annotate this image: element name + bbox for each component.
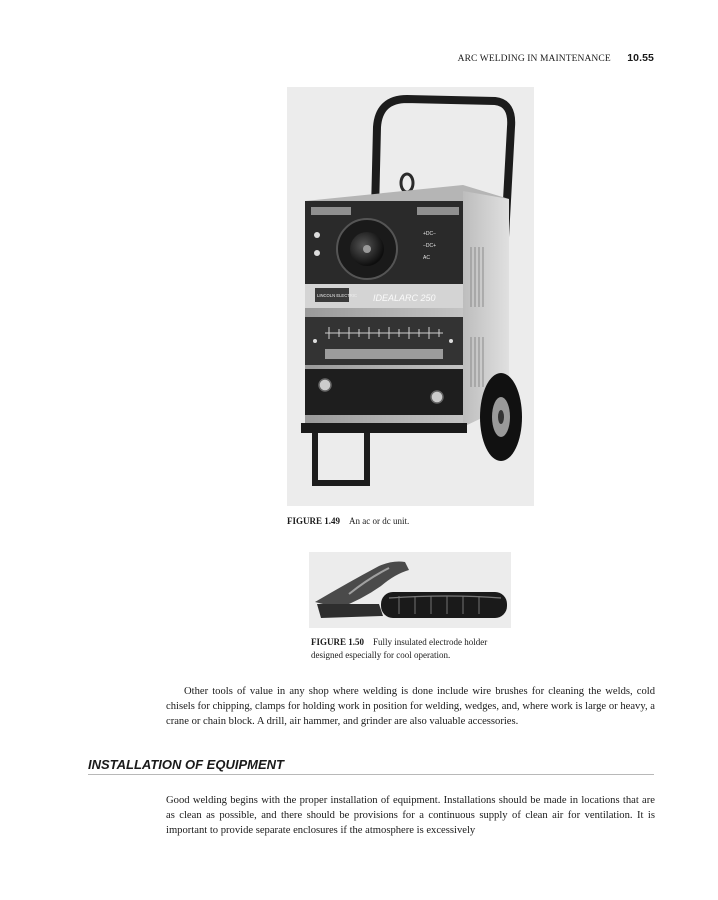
polarity-option-3: AC — [423, 255, 430, 261]
polarity-option-2: −DC+ — [423, 243, 437, 249]
figure-label: FIGURE 1.49 — [287, 516, 341, 526]
electrode-holder-photo — [309, 552, 511, 628]
paragraph-tools: Other tools of value in any shop where welding is done include wire brushes for cleaning the welds, cold chisels for chipping, clamps for holding work in position for welding, wedges, and, where work is large or heavy, a crane or chain block. A drill, air hammer, and grinder are also valuable accessories. — [166, 686, 655, 727]
figure-1-50-caption — [311, 636, 511, 661]
running-header — [400, 52, 654, 64]
welder-photo — [287, 87, 534, 506]
section-heading: INSTALLATION OF EQUIPMENT — [88, 757, 654, 775]
model-name: IDEALARC 250 — [373, 293, 436, 303]
brand-plate: LINCOLN ELECTRIC — [317, 293, 358, 298]
figure-label: FIGURE 1.50 — [311, 637, 365, 647]
paragraph-installation: Good welding begins with the proper installation of equipment. Installations should be made in locations that are as clean as possible, and there should be provisions for a continuous supply of clean air for ventilation. It is important to provide separate enclosures if the atmosphere is excessively — [166, 795, 655, 836]
figure-1-49-caption — [287, 516, 409, 526]
running-title: ARC WELDING IN MAINTENANCE — [457, 54, 611, 64]
polarity-option-1: +DC− — [423, 231, 437, 237]
caption-text: An ac or dc unit. — [349, 516, 410, 526]
caption-text: Fully insulated electrode holder designed especially for cool operation. — [311, 637, 488, 660]
page-number: 10.55 — [627, 52, 654, 64]
